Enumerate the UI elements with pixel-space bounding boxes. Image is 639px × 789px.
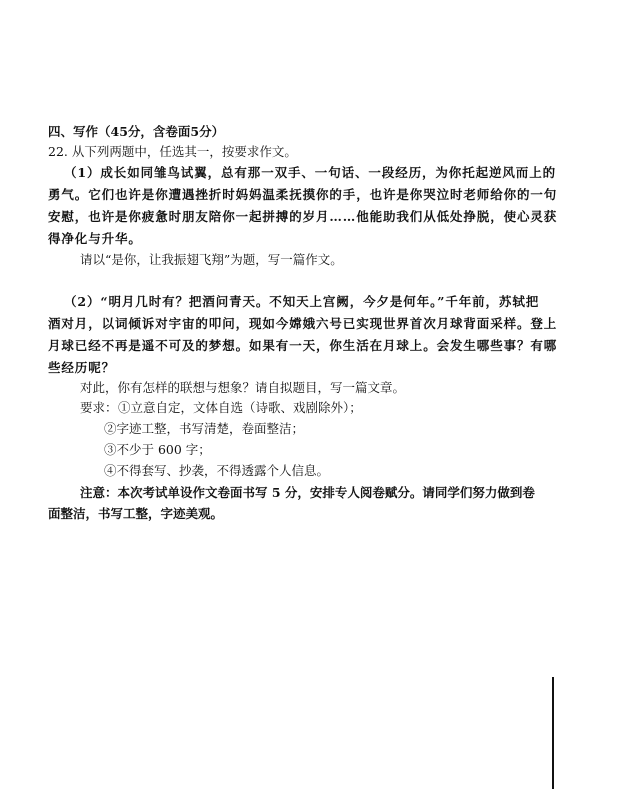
topic2-line-4: 些经历呢？ <box>48 360 116 375</box>
requirement-item-3: ③不少于 600 字； <box>104 442 211 457</box>
topic1-prompt: 请以“是你，让我振翅飞翔”为题，写一篇作文。 <box>80 252 343 267</box>
requirement-item-2: ②字迹工整，书写清楚，卷面整洁； <box>104 421 305 436</box>
topic2-line-3: 月球已经不再是遥不可及的梦想。如果有一天，你生活在月球上。会发生哪些事？有哪 <box>48 338 558 353</box>
topic1-line-4: 得净化与升华。 <box>48 231 142 246</box>
requirement-item-4: ④不得套写、抄袭，不得透露个人信息。 <box>104 463 330 478</box>
topic2-line-2: 酒对月，以词倾诉对宇宙的叩问，现如今嫦娥六号已实现世界首次月球背面采样。登上 <box>48 316 558 331</box>
topic1-line-1: （1）成长如同雏鸟试翼，总有那一双手、一句话、一段经历，为你托起逆风而上的 <box>64 165 556 180</box>
topic1-line-3: 安慰，也许是你疲惫时朋友陪你一起拼搏的岁月……他能助我们从低处挣脱，使心灵获 <box>48 209 558 224</box>
requirements-label: 要求： <box>80 400 118 415</box>
section-heading: 四、写作（45分，含卷面5分） <box>48 124 225 139</box>
requirement-item-1: ①立意自定，文体自选（诗歌、戏剧除外）； <box>118 400 362 415</box>
question-instruction: 22. 从下列两题中，任选其一，按要求作文。 <box>48 144 297 159</box>
margin-rule <box>552 677 554 789</box>
note-line-2: 面整洁，书写工整，字迹美观。 <box>48 506 224 521</box>
note-line-1: 注意：本次考试单设作文卷面书写 5 分，安排专人阅卷赋分。请同学们努力做到卷 <box>80 485 535 500</box>
topic2-line-1: （2）“明月几时有？把酒问青天。不知天上宫阙，今夕是何年。”千年前，苏轼把 <box>64 294 540 309</box>
topic1-line-2: 勇气。它们也许是你遭遇挫折时妈妈温柔抚摸你的手，也许是你哭泣时老师给你的一句 <box>48 187 558 202</box>
topic2-prompt: 对此，你有怎样的联想与想象？请自拟题目，写一篇文章。 <box>80 380 406 395</box>
